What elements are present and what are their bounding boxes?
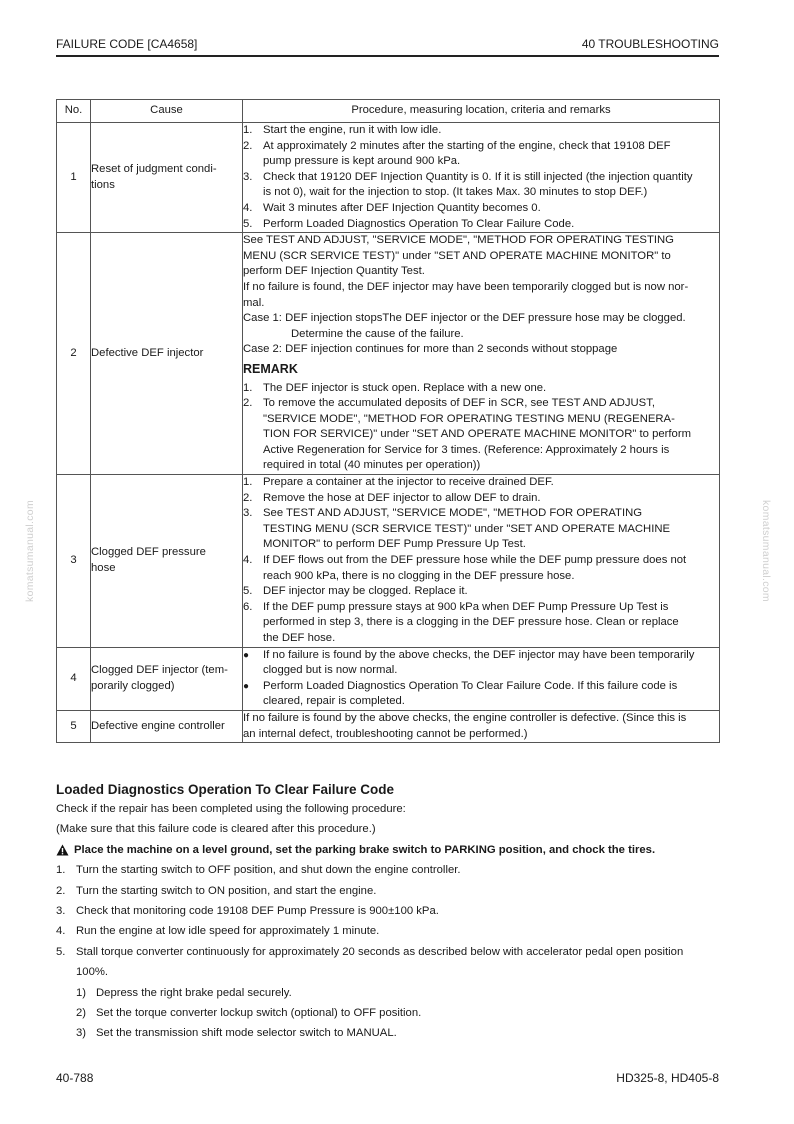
step-text: See TEST AND ADJUST, "SERVICE MODE", "METHOD FOR OPERATING: [263, 507, 643, 520]
row-procedure: [243, 123, 720, 233]
table-row: [57, 475, 720, 648]
row-procedure: [243, 475, 720, 648]
row-number: 1: [57, 123, 91, 233]
step-text: Prepare a container at the injector to receive drained DEF.: [263, 476, 554, 489]
section-title: Loaded Diagnostics Operation To Clear Failure Code: [56, 782, 395, 797]
step-text: Turn the starting switch to OFF position, and shut down the engine controller.: [76, 864, 461, 877]
step-text: performed in step 3, there is a clogging in the DEF pressure hose. Clean or replace: [263, 616, 679, 629]
step-text: Check that 19120 DEF Injection Quantity is 0. If it is still injected (the injection quantity: [263, 170, 693, 183]
row-cause: Defective DEF injector: [91, 233, 243, 475]
procedure-step: [243, 139, 719, 170]
section-step: [56, 860, 726, 880]
procedure-step: [243, 396, 719, 474]
row-number: 2: [57, 233, 91, 475]
step-text: Stall torque converter continuously for approximately 20 seconds as described below with accelerator pedal open position: [76, 945, 684, 958]
procedure-text: perform DEF Injection Quantity Test.: [243, 265, 425, 278]
step-number: 2.: [243, 397, 253, 410]
procedure-text: mal.: [243, 296, 265, 309]
header-cause: Cause: [91, 100, 243, 123]
procedure-text: an internal defect, troubleshooting cannot be performed.): [243, 727, 528, 740]
step-number: 1.: [243, 381, 253, 394]
step-text: Run the engine at low idle speed for approximately 1 minute.: [76, 925, 380, 938]
step-text: Turn the starting switch to ON position, and start the engine.: [76, 884, 377, 897]
procedure-step: [243, 491, 719, 507]
procedure-bullets: [243, 648, 719, 710]
cause-line: tions: [91, 178, 115, 191]
procedure-step: [243, 217, 719, 233]
step-text: 100%.: [76, 966, 109, 979]
step-number: 5.: [243, 217, 253, 230]
step-number: 5.: [56, 945, 66, 958]
step-text: MONITOR" to perform DEF Pump Pressure Up Test.: [263, 538, 526, 551]
step-number: 1.: [243, 476, 253, 489]
substep-number: 3): [76, 1027, 87, 1040]
watermark-left: komatsumanual.com: [24, 500, 36, 602]
header-procedure: Procedure, measuring location, criteria and remarks: [243, 100, 720, 123]
procedure-step: [243, 381, 719, 397]
procedure-text: MENU (SCR SERVICE TEST)" under "SET AND OPERATE MACHINE MONITOR" to: [243, 249, 671, 262]
row-cause: [91, 647, 243, 710]
table-row: [57, 233, 720, 475]
procedure-steps: [243, 475, 719, 647]
procedure-step: [243, 553, 719, 584]
procedure-text: Determine the cause of the failure.: [291, 327, 464, 340]
row-cause: [91, 123, 243, 233]
step-text: reach 900 kPa, there is no clogging in the DEF pressure hose.: [263, 569, 575, 582]
troubleshooting-table: [56, 99, 720, 743]
procedure-step: [243, 170, 719, 201]
procedure-text: Case 2: DEF injection continues for more than 2 seconds without stoppage: [243, 343, 618, 356]
cause-line: Reset of judgment condi-: [91, 162, 217, 175]
procedure-text: If no failure is found by the above checks, the engine controller is defective. (Since this is: [243, 711, 687, 724]
header-no: No.: [57, 100, 91, 123]
header-rule: [56, 55, 719, 57]
procedure-steps: [243, 123, 719, 232]
bullet-dot-icon: ●: [243, 649, 250, 661]
substep-number: 1): [76, 986, 87, 999]
table-row: [57, 710, 720, 742]
section-substeps: [56, 983, 726, 1044]
section-note: (Make sure that this failure code is cleared after this procedure.): [56, 823, 376, 836]
warning-line: [56, 840, 726, 860]
model-number: HD325-8, HD405-8: [616, 1071, 719, 1085]
step-number: 4.: [243, 201, 253, 214]
row-cause: Defective engine controller: [91, 710, 243, 742]
step-number: 5.: [243, 585, 253, 598]
step-text: pump pressure is kept around 900 kPa.: [263, 155, 461, 168]
bullet-text: cleared, repair is completed.: [263, 695, 405, 708]
watermark-right: komatsumanual.com: [760, 500, 772, 602]
step-text: Perform Loaded Diagnostics Operation To Clear Failure Code.: [263, 217, 575, 230]
section-step: [56, 942, 726, 983]
step-number: 3.: [56, 905, 66, 918]
step-text: TION FOR SERVICE)" under "SET AND OPERATE MACHINE MONITOR" to perform: [263, 428, 692, 441]
bullet-item: [243, 648, 719, 679]
table-row: [57, 647, 720, 710]
remark-steps: [243, 381, 719, 475]
row-procedure: [243, 710, 720, 742]
table-header-row: [57, 100, 720, 123]
page-footer: [56, 1071, 719, 1085]
step-number: 1.: [56, 864, 66, 877]
row-number: 4: [57, 647, 91, 710]
step-text: the DEF hose.: [263, 632, 336, 644]
header-section-title: FAILURE CODE [CA4658]: [56, 37, 198, 51]
step-text: is not 0), wait for the injection to stop. (It takes Max. 30 minutes to stop DEF.): [263, 186, 648, 199]
step-number: 2.: [56, 884, 66, 897]
step-number: 4.: [56, 925, 66, 938]
step-text: The DEF injector is stuck open. Replace with a new one.: [263, 381, 547, 394]
step-number: 3.: [243, 507, 253, 520]
step-text: Check that monitoring code 19108 DEF Pump Pressure is 900±100 kPa.: [76, 905, 439, 918]
section-step: [56, 901, 726, 921]
section-substep: [76, 1003, 726, 1023]
substep-text: Set the torque converter lockup switch (optional) to OFF position.: [96, 1007, 422, 1020]
step-text: Start the engine, run it with low idle.: [263, 124, 442, 136]
step-text: If the DEF pump pressure stays at 900 kPa when DEF Pump Pressure Up Test is: [263, 600, 669, 613]
cause-line: porarily clogged): [91, 679, 175, 692]
step-text: Remove the hose at DEF injector to allow DEF to drain.: [263, 491, 541, 504]
row-number: 3: [57, 475, 91, 648]
section-step: [56, 881, 726, 901]
step-text: To remove the accumulated deposits of DEF in SCR, see TEST AND ADJUST,: [263, 397, 655, 410]
section-intro: Check if the repair has been completed using the following procedure:: [56, 803, 406, 815]
step-number: 3.: [243, 170, 253, 183]
substep-number: 2): [76, 1007, 87, 1020]
cause-line: Clogged DEF injector (tem-: [91, 664, 228, 677]
step-text: Active Regeneration for Service for 3 times. (Reference: Approximately 2 hours is: [263, 443, 670, 456]
warning-text: Place the machine on a level ground, set the parking brake switch to PARKING position, and chock the tires.: [74, 843, 656, 856]
cause-line: Clogged DEF pressure: [91, 546, 206, 559]
procedure-text: See TEST AND ADJUST, "SERVICE MODE", "METHOD FOR OPERATING TESTING: [243, 234, 674, 247]
section-steps: [56, 860, 726, 982]
cause-line: hose: [91, 561, 116, 574]
step-number: 4.: [243, 554, 253, 567]
step-number: 1.: [243, 124, 253, 136]
step-text: DEF injector may be clogged. Replace it.: [263, 585, 468, 598]
bullet-text: Perform Loaded Diagnostics Operation To Clear Failure Code. If this failure code is: [263, 679, 678, 692]
procedure-step: [243, 201, 719, 217]
section-substep: [76, 983, 726, 1003]
procedure-text: If no failure is found, the DEF injector may have been temporarily clogged but is now nor-: [243, 280, 689, 293]
procedure-step: [243, 475, 719, 491]
section-step: [56, 921, 726, 941]
page-header: [56, 37, 719, 55]
bullet-item: [243, 679, 719, 710]
row-procedure: [243, 233, 720, 475]
procedure-step: [243, 506, 719, 553]
step-number: 2.: [243, 139, 253, 152]
section-substep: [76, 1023, 726, 1043]
step-text: If DEF flows out from the DEF pressure hose while the DEF pump pressure does not: [263, 554, 687, 567]
step-text: At approximately 2 minutes after the starting of the engine, check that 19108 DEF: [263, 139, 671, 152]
page-number: 40-788: [56, 1071, 94, 1085]
row-cause: [91, 475, 243, 648]
step-number: 6.: [243, 600, 253, 613]
bullet-dot-icon: ●: [243, 680, 250, 692]
row-procedure: [243, 647, 720, 710]
substep-text: Set the transmission shift mode selector switch to MANUAL.: [96, 1027, 397, 1040]
remark-heading: REMARK: [243, 361, 298, 376]
procedure-step: [243, 600, 719, 647]
header-chapter-title: 40 TROUBLESHOOTING: [581, 37, 719, 51]
procedure-step: [243, 584, 719, 600]
warning-triangle-icon: [56, 844, 69, 856]
step-number: 2.: [243, 491, 253, 504]
step-text: "SERVICE MODE", "METHOD FOR OPERATING TESTING MENU (REGENERA-: [263, 412, 675, 425]
loaded-diagnostics-section: [56, 782, 726, 1044]
table-row: [57, 123, 720, 233]
step-text: TESTING MENU (SCR SERVICE TEST)" under "SET AND OPERATE MACHINE: [263, 522, 671, 535]
step-text: required in total (40 minutes per operation)): [263, 459, 481, 472]
row-number: 5: [57, 710, 91, 742]
step-text: Wait 3 minutes after DEF Injection Quantity becomes 0.: [263, 201, 541, 214]
bullet-text: clogged but is now normal.: [263, 664, 398, 677]
bullet-text: If no failure is found by the above checks, the DEF injector may have been temporarily: [263, 648, 695, 661]
substep-text: Depress the right brake pedal securely.: [96, 986, 292, 999]
procedure-step: [243, 123, 719, 139]
procedure-text: Case 1: DEF injection stopsThe DEF injector or the DEF pressure hose may be clogged.: [243, 312, 686, 325]
